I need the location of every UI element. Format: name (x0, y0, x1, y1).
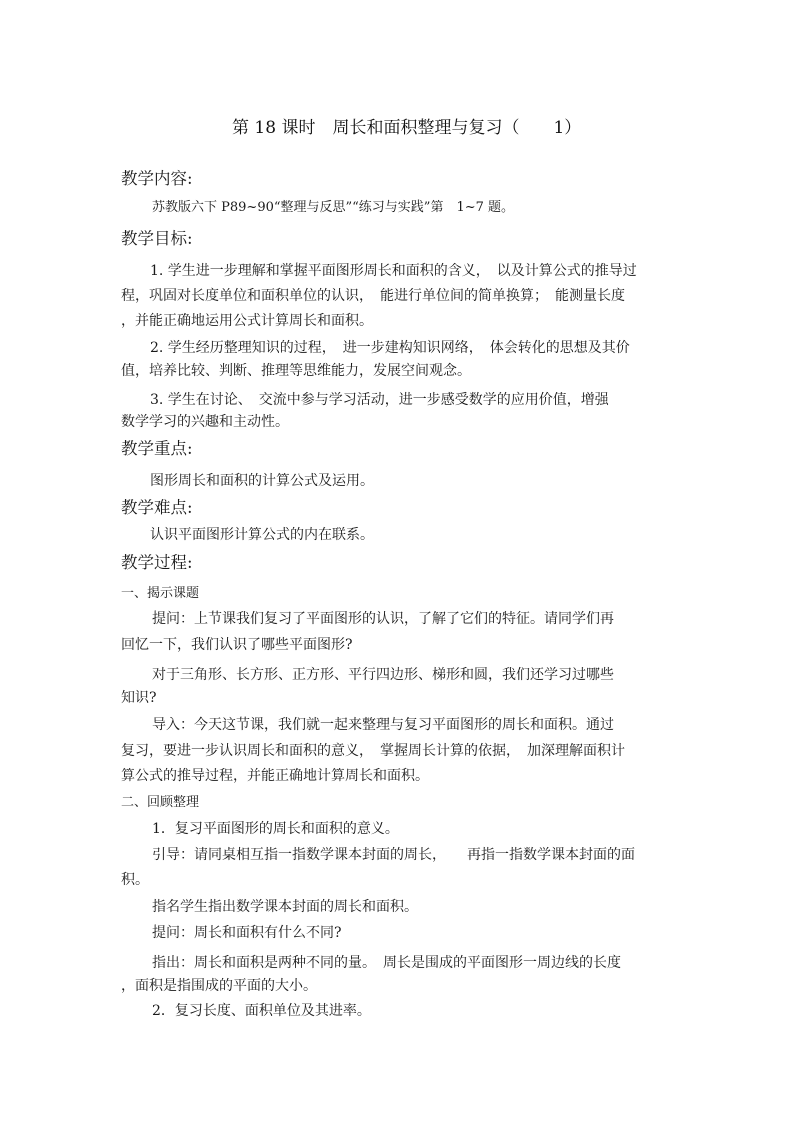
question-1-line-2: 回忆一下，我们认识了哪些平面图形? (121, 637, 353, 653)
intro-line-1: 导入：今天这节课，我们就一起来整理与复习平面图形的周长和面积。通过 (152, 717, 614, 733)
question-2-line-2: 知识? (121, 690, 157, 706)
difficulty-text: 认识平面图形计算公式的内在联系。 (150, 527, 374, 543)
goal-2-line-1: 2. 学生经历整理知识的过程， 进一步建构知识网络， 体会转化的思想及其价 (150, 340, 630, 356)
goal-2-line-2: 值，培养比较、判断、推理等思维能力，发展空间观念。 (121, 363, 471, 379)
point-line-1: 指出：周长和面积是两种不同的量。 周长是围成的平面图形一周边线的长度 (152, 955, 621, 971)
goal-3-line-1: 3. 学生在讨论、 交流中参与学习活动，进一步感受数学的应用价值，增强 (150, 392, 609, 408)
key-points-heading: 教学重点: (121, 439, 193, 458)
part-1-heading: 一、揭示课题 (121, 586, 200, 601)
item-2: 2．复习长度、面积单位及其进率。 (152, 1003, 371, 1019)
key-points-text: 图形周长和面积的计算公式及运用。 (150, 473, 374, 489)
question-1-line-1: 提问：上节课我们复习了平面图形的认识，了解了它们的特征。请同学们再 (152, 611, 614, 627)
question-difference: 提问：周长和面积有什么不同? (152, 925, 342, 941)
goal-3-line-2: 数学学习的兴趣和主动性。 (121, 414, 289, 430)
intro-line-2: 复习，要进一步认识周长和面积的意义， 掌握周长计算的依据， 加深理解面积计 (121, 743, 625, 759)
goal-1-line-3: ，并能正确地运用公式计算周长和面积。 (121, 313, 373, 329)
guide-line-2: 积。 (121, 872, 149, 888)
name-students-text: 指名学生指出数学课本封面的周长和面积。 (152, 899, 418, 915)
guide-line-1: 引导：请同桌相互指一指数学课本封面的周长， 再指一指数学课本封面的面 (152, 847, 635, 863)
difficulty-heading: 教学难点: (121, 498, 193, 517)
goal-1-line-1: 1. 学生进一步理解和掌握平面图形周长和面积的含义， 以及计算公式的推导过 (150, 263, 637, 279)
content-heading: 教学内容: (121, 169, 193, 188)
lesson-title: 第 18 课时 周长和面积整理与复习（ 1） (232, 118, 582, 138)
process-heading: 教学过程: (121, 553, 193, 572)
intro-line-3: 算公式的推导过程，并能正确地计算周长和面积。 (121, 768, 429, 784)
content-text: 苏教版六下 P89~90“整理与反思”“练习与实践”第 1~7 题。 (152, 200, 515, 215)
part-2-heading: 二、回顾整理 (121, 795, 200, 810)
point-line-2: ，面积是指围成的平面的大小。 (121, 978, 317, 994)
goal-1-line-2: 程，巩固对长度单位和面积单位的认识， 能进行单位间的简单换算； 能测量长度 (121, 288, 625, 304)
goals-heading: 教学目标: (121, 229, 193, 248)
question-2-line-1: 对于三角形、长方形、正方形、平行四边形、梯形和圆，我们还学习过哪些 (152, 667, 614, 683)
item-1: 1．复习平面图形的周长和面积的意义。 (152, 821, 399, 837)
